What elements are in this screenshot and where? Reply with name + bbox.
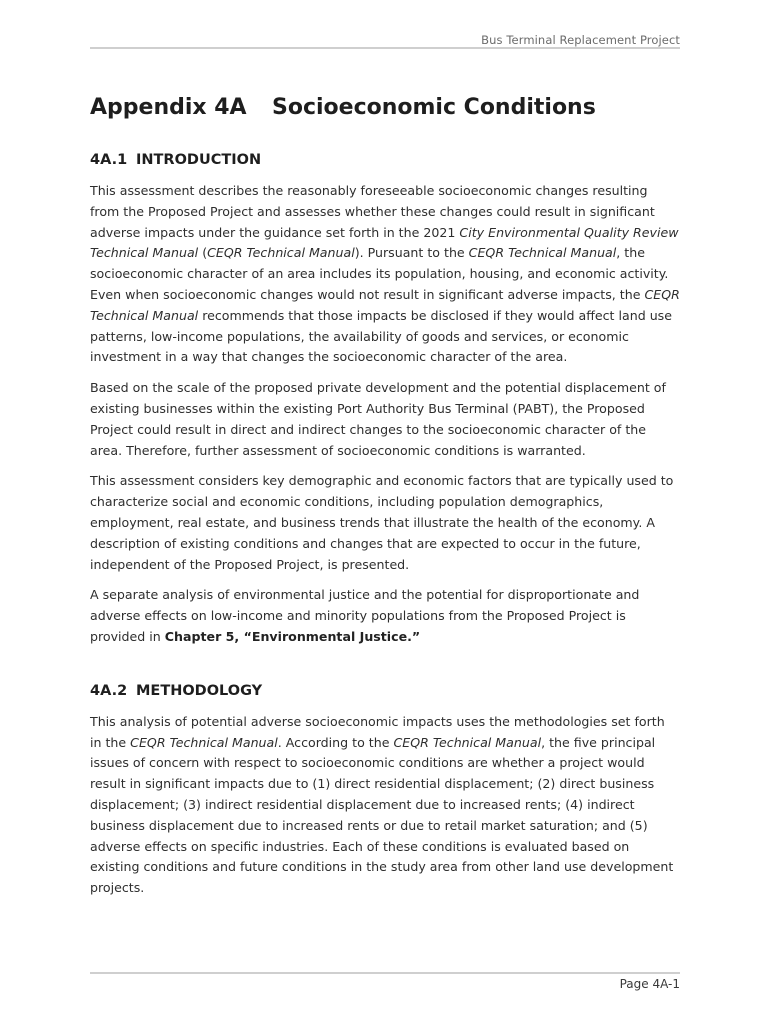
- section-heading-methodology: [90, 681, 680, 701]
- intro-paragraph-4: [90, 585, 680, 647]
- footer-divider: [90, 972, 680, 974]
- text-run: This assessment considers key demographic and economic factors that are typically used to characterize social and economic conditions, including population demographics, employment, real estate, and business trends that illustrate the health of the economy. A description of existing conditions and changes that are expected to occur in the future, independent of the Proposed Project, is presented.: [90, 473, 674, 572]
- section-heading-introduction: [90, 150, 680, 170]
- manual-title-reference: CEQR Technical Manual: [207, 245, 355, 261]
- text-run: . According to the: [277, 734, 394, 750]
- intro-paragraph-1: [90, 181, 680, 368]
- manual-title-reference: City Environmental Quality Review Technical Manual: [90, 224, 679, 261]
- manual-title-reference: CEQR Technical Manual: [90, 286, 680, 323]
- text-run: , the five principal issues of concern with respect to socioeconomic conditions are whether a project would result in significant impacts due to (1) direct residential displacement; (2) direct business displacement; (3) indirect residential displacement due to increased rents; (4) indirect business displacement due to increased rents or due to retail market saturation; and (5) adverse effects on specific industries. Each of these conditions is evaluated based on existing conditions and future conditions in the study area from other land use development projects.: [90, 734, 674, 896]
- text-run: ). Pursuant to the: [354, 245, 469, 261]
- intro-paragraph-2: [90, 378, 680, 461]
- page-title: [90, 92, 680, 124]
- chapter-reference: Chapter 5, “Environmental Justice.”: [164, 628, 421, 644]
- text-run: A separate analysis of environmental justice and the potential for disproportionate and adverse effects on low-income and minority populations from the Proposed Project is provided in: [90, 587, 640, 644]
- methodology-paragraph-1: [90, 712, 680, 899]
- manual-title-reference: CEQR Technical Manual: [130, 734, 278, 750]
- running-header: Bus Terminal Replacement Project: [481, 33, 680, 47]
- intro-paragraph-3: [90, 471, 680, 575]
- manual-title-reference: CEQR Technical Manual: [468, 245, 617, 261]
- section-title: INTRODUCTION: [136, 152, 262, 168]
- manual-title-reference: CEQR Technical Manual: [393, 734, 542, 750]
- page-content: [90, 92, 680, 899]
- section-number: 4A.1: [90, 152, 128, 168]
- text-run: , the socioeconomic character of an area includes its population, housing, and economic activity. Even when socioeconomic changes would not result in significant adverse impacts, the: [90, 245, 669, 302]
- text-run: This analysis of potential adverse socioeconomic impacts uses the methodologies set forth in the: [90, 713, 665, 750]
- section-number: 4A.2: [90, 682, 128, 699]
- text-run: This assessment describes the reasonably foreseeable socioeconomic changes resulting from the Proposed Project and assesses whether these changes could result in significant adverse impacts under the guidance set forth in the 2021: [90, 183, 655, 240]
- text-run: Based on the scale of the proposed private development and the potential displacement of existing businesses within the existing Port Authority Bus Terminal (PABT), the Proposed Project could result in direct and indirect changes to the socioeconomic character of the area. Therefore, further assessment of socioeconomic conditions is warranted.: [90, 380, 666, 458]
- page-number: Page 4A-1: [619, 977, 680, 991]
- appendix-number: Appendix 4A: [90, 95, 247, 120]
- section-title: METHODOLOGY: [136, 682, 263, 699]
- text-run: recommends that those impacts be disclosed if they would affect land use patterns, low-income populations, the availability of goods and services, or economic investment in a way that changes the socioeconomic character of the area.: [90, 307, 672, 365]
- header-divider: [90, 47, 680, 49]
- appendix-name: Socioeconomic Conditions: [272, 95, 596, 120]
- text-run: (: [198, 245, 208, 261]
